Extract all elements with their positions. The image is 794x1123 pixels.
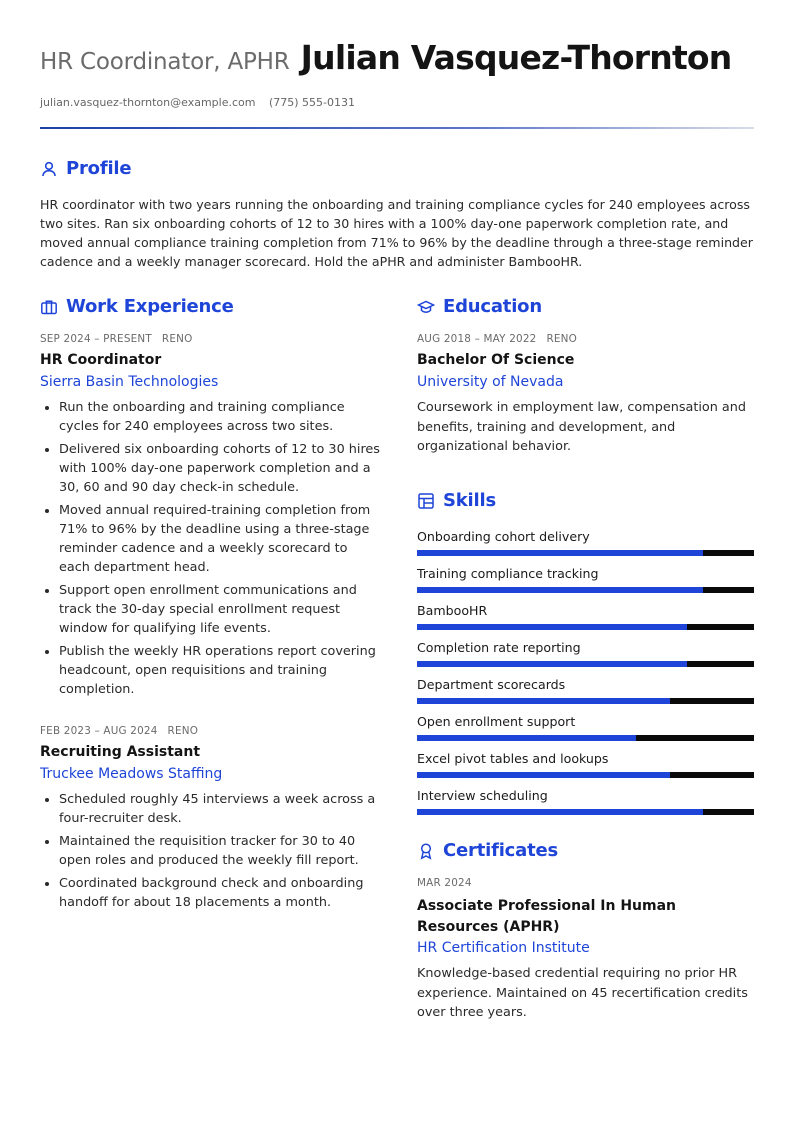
job-dates: FEB 2023 – AUG 2024 xyxy=(40,725,158,737)
skill-row xyxy=(417,714,754,729)
work-heading xyxy=(40,296,234,317)
work-heading-label: Work Experience xyxy=(66,296,234,317)
skill-level-bar xyxy=(417,550,754,556)
header-divider xyxy=(40,127,754,129)
skill-level-fill xyxy=(417,550,703,556)
skill-name: Onboarding cohort delivery xyxy=(417,529,590,544)
skills-heading-label: Skills xyxy=(443,490,496,511)
skill-level-bar xyxy=(417,587,754,593)
certificate-title: Associate Professional In Human Resources (APHR) xyxy=(417,898,676,935)
list-item: • Moved annual required-training completion from 71% to 96% by the deadline using a three-stage reminder cadence and a weekly scorecard to each department head. xyxy=(59,501,380,577)
list-item: • Scheduled roughly 45 interviews a week across a four-recruiter desk. xyxy=(59,790,380,828)
job-bullets xyxy=(40,790,380,912)
job-role: Recruiting Assistant xyxy=(40,744,201,760)
skill-level-fill xyxy=(417,735,636,741)
skill-row xyxy=(417,529,754,544)
list-item: • Publish the weekly HR operations report covering headcount, open requisitions and training completion. xyxy=(59,642,380,699)
award-ribbon-icon xyxy=(417,842,435,860)
skill-name: Department scorecards xyxy=(417,677,566,692)
skill-level-bar xyxy=(417,624,754,630)
school: University of Nevada xyxy=(417,374,564,390)
skill-name: Excel pivot tables and lookups xyxy=(417,751,609,766)
list-item: • Coordinated background check and onboarding handoff for about 18 placements a month. xyxy=(59,874,380,912)
education-dates: AUG 2018 – MAY 2022 xyxy=(417,333,537,345)
profile-heading-label: Profile xyxy=(66,158,132,179)
education-heading-label: Education xyxy=(443,296,542,317)
job-entry xyxy=(40,725,380,916)
skill-name: Interview scheduling xyxy=(417,788,548,803)
list-item: • Maintained the requisition tracker for 30 to 40 open roles and produced the weekly fill report. xyxy=(59,832,380,870)
certificate-date: MAR 2024 xyxy=(417,877,472,889)
list-item: • Delivered six onboarding cohorts of 12 to 30 hires with 100% day-one paperwork completion and a 30, 60 and 90 day check-in schedule. xyxy=(59,440,380,497)
certificates-heading xyxy=(417,840,558,861)
job-location: RENO xyxy=(167,725,199,737)
skill-level-fill xyxy=(417,809,703,815)
education-location: RENO xyxy=(546,333,578,345)
list-item: • Support open enrollment communications and track the 30-day special enrollment request window for qualifying life events. xyxy=(59,581,380,638)
skill-level-fill xyxy=(417,587,703,593)
education-entry xyxy=(417,333,755,457)
candidate-name: Julian Vasquez-Thornton xyxy=(300,38,732,77)
resume-header xyxy=(40,38,754,77)
job-bullets xyxy=(40,398,380,699)
list-item: • Run the onboarding and training compliance cycles for 240 employees across two sites. xyxy=(59,398,380,436)
skill-level-bar xyxy=(417,661,754,667)
skill-level-fill xyxy=(417,698,670,704)
certificate-entry xyxy=(417,877,755,1023)
skill-level-fill xyxy=(417,661,687,667)
skills-layout-icon xyxy=(417,492,435,510)
skill-row xyxy=(417,640,754,655)
skill-row xyxy=(417,788,754,803)
skill-level-bar xyxy=(417,698,754,704)
skill-level-fill xyxy=(417,772,670,778)
skill-row xyxy=(417,677,754,692)
email[interactable]: julian.vasquez-thornton@example.com xyxy=(40,96,256,109)
job-entry xyxy=(40,333,380,703)
job-role: HR Coordinator xyxy=(40,352,162,368)
education-description: Coursework in employment law, compensation and benefits, training and development, and organizational behavior. xyxy=(417,400,747,454)
job-meta xyxy=(40,725,380,737)
certificate-description: Knowledge-based credential requiring no prior HR experience. Maintained on 45 recertification credits over three years. xyxy=(417,966,748,1020)
skill-level-bar xyxy=(417,735,754,741)
education-meta xyxy=(417,333,755,345)
skill-row xyxy=(417,603,754,618)
person-icon xyxy=(40,160,58,178)
job-location: RENO xyxy=(161,333,193,345)
skill-name: BambooHR xyxy=(417,603,488,618)
skill-level-bar xyxy=(417,772,754,778)
skill-name: Training compliance tracking xyxy=(417,566,599,581)
profile-summary: HR coordinator with two years running the onboarding and training compliance cycles for 240 employees across two sites. Ran six onboarding cohorts of 12 to 30 hires with a 100% day-one paperwork completion rate, and moved annual compliance training completion from 71% to 96% by the deadline through a three-stage reminder cadence and a weekly manager scorecard. Hold the aPHR and administer BambooHR. xyxy=(40,197,753,269)
job-title: HR Coordinator, APHR xyxy=(40,49,290,75)
job-dates: SEP 2024 – PRESENT xyxy=(40,333,152,345)
graduation-cap-icon xyxy=(417,298,435,316)
skill-row xyxy=(417,751,754,766)
skill-name: Completion rate reporting xyxy=(417,640,581,655)
skills-heading xyxy=(417,490,496,511)
degree: Bachelor Of Science xyxy=(417,352,575,368)
phone: (775) 555-0131 xyxy=(268,96,356,109)
certificate-issuer: HR Certification Institute xyxy=(417,940,590,956)
profile-heading xyxy=(40,158,131,179)
education-heading xyxy=(417,296,542,317)
job-company: Truckee Meadows Staffing xyxy=(40,766,223,782)
briefcase-icon xyxy=(40,298,58,316)
skill-row xyxy=(417,566,754,581)
skill-name: Open enrollment support xyxy=(417,714,576,729)
skill-level-bar xyxy=(417,809,754,815)
skill-level-fill xyxy=(417,624,687,630)
job-meta xyxy=(40,333,380,345)
job-company: Sierra Basin Technologies xyxy=(40,374,219,390)
contact-info xyxy=(40,96,365,109)
certificates-heading-label: Certificates xyxy=(443,840,559,861)
